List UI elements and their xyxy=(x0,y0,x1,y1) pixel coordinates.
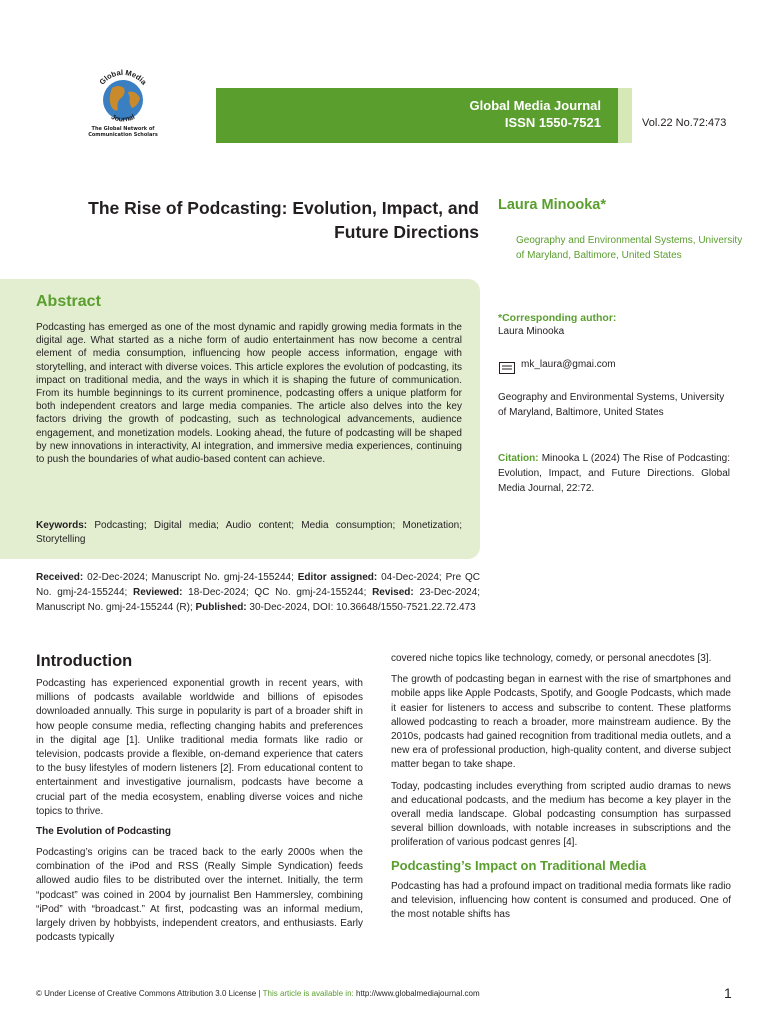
page-number: 1 xyxy=(724,985,732,1001)
paragraph: Podcasting has experienced exponential growth in recent years, with millions of podcasts available worldwide and billions of episodes downloaded annually. This surge in popularity is part of a broader shift in how people consume media, reflecting changing habits and preferences in the digital age [1]. Unlike traditional media formats like radio or television, podcasts provide a flexible, on-demand experience that caters to the busy lifestyles of modern listeners [2]. From educational content to entertainment and investigative journalism, podcasts have become a crucial part of the media ecosystem, enabling diverse voices and niche topics to thrive. xyxy=(36,678,363,817)
mail-icon xyxy=(499,359,515,371)
citation-text: Minooka L (2024) The Rise of Podcasting: Evolution, Impact, and Future Directions. Global Media Journal, 22:72. xyxy=(498,453,731,494)
introduction-heading: Introduction xyxy=(36,652,133,670)
received-value: 02-Dec-2024; Manuscript No. gmj-24-155244; xyxy=(87,572,294,583)
journal-name: Global Media Journal xyxy=(469,98,601,113)
published-label: Published: xyxy=(195,602,247,613)
volume-label: Vol.22 No.72:473 xyxy=(642,117,727,129)
paragraph: Podcasting’s origins can be traced back to the early 2000s when the combination of the iPod and RSS (Really Simple Syndication) feeds allowed audio files to be distributed over the internet. Initially, the term “podcast” was coined in 2004 by journalist Ben Hammersley, combining “iPod” with “broadcast.” At first, podcasting was an informal medium, largely driven by hobbyists, independent creators, and enthusiasts. Early podcasts typically xyxy=(36,847,363,944)
license-text: © Under License of Creative Commons Attribution 3.0 License | xyxy=(36,989,261,998)
abstract-text: Podcasting has emerged as one of the most dynamic and rapidly growing media formats in the digital age. What started as a niche form of audio entertainment has now become a central element of media consumption, influencing how people access information, engage with storytelling, and interact with diverse voices. This article explores the evolution of podcasting, its impact on traditional media, and the ways in which it is shaping the future of communication. From its humble beginnings to its current prominence, podcasting offers a unique platform for both independent creators and large media companies. The article also delves into the key factors driving the growth of podcasting, such as technological advancements, audience engagement, and monetization models. Looking ahead, the future of podcasting will be shaped by new innovations in interactivity, AI integration, and immersive media experiences, continuing to push the boundaries of what audio-based content can achieve. xyxy=(36,322,462,466)
email-link[interactable]: mk_laura@gmai.com xyxy=(521,359,616,370)
svg-text:Journal: Journal xyxy=(109,113,137,124)
editor-label: Editor assigned: xyxy=(297,572,378,583)
reviewed-label: Reviewed: xyxy=(132,587,183,598)
article-dates xyxy=(36,570,480,615)
available-text: This article is available in: xyxy=(262,989,354,998)
citation xyxy=(498,451,730,496)
journal-banner xyxy=(216,88,618,143)
evolution-heading: The Evolution of Podcasting xyxy=(36,826,171,838)
revised-label: Revised: xyxy=(372,587,414,598)
footer xyxy=(36,989,480,998)
abstract-heading: Abstract xyxy=(36,293,101,310)
svg-text:Global Media: Global Media xyxy=(97,67,149,87)
reviewed-value: 18-Dec-2024; QC No. gmj-24-155244; xyxy=(188,587,367,598)
corresponding-affiliation: Geography and Environmental Systems, University of Maryland, Baltimore, United States xyxy=(498,392,725,418)
corresponding-heading: *Corresponding author: xyxy=(498,312,617,324)
keywords-list: Podcasting; Digital media; Audio content; Media consumption; Monetization; Storytelling xyxy=(36,520,463,545)
paragraph: Podcasting has had a profound impact on traditional media formats like radio and television, influencing how content is consumed and produced. One of the most notable shifts has xyxy=(391,880,731,921)
keywords xyxy=(36,519,462,547)
citation-label: Citation: xyxy=(498,453,539,464)
body-left-column xyxy=(36,652,363,952)
logo-caption: The Global Network of Communication Scholars xyxy=(88,126,158,138)
doi: DOI: 10.36648/1550-7521.22.72.473 xyxy=(312,602,476,613)
revised-value: 23-Dec-2024; Manuscript No. gmj-24-155244 (R); xyxy=(36,587,481,613)
paragraph: Today, podcasting includes everything from scripted audio dramas to news and educational podcasts, and the medium has become a key player in the overall media landscape. Global podcasting consumption has surpassed several billion downloads, with notable increases in subscriptions and the proliferation of various podcast genres [4]. xyxy=(391,780,731,849)
corresponding-name: Laura Minooka xyxy=(498,326,565,337)
journal-issn: ISSN 1550-7521 xyxy=(504,115,601,130)
author-name: Laura Minooka* xyxy=(498,197,606,213)
impact-heading: Podcasting’s Impact on Traditional Media xyxy=(391,857,647,873)
body-right-column xyxy=(391,652,731,929)
journal-url[interactable]: http://www.globalmediajournal.com xyxy=(356,989,480,998)
published-value: 30-Dec-2024, xyxy=(249,602,311,613)
editor-value: 04-Dec-2024; Pre QC No. gmj-24-155244; xyxy=(36,572,481,598)
keywords-label: Keywords: xyxy=(36,520,88,531)
received-label: Received: xyxy=(36,572,84,583)
paragraph: covered niche topics like technology, comedy, or personal anecdotes [3]. xyxy=(391,653,712,664)
globe-icon xyxy=(88,66,158,128)
article-title: The Rise of Podcasting: Evolution, Impact, and Future Directions xyxy=(88,198,479,242)
banner-tab xyxy=(618,88,632,143)
author-affiliation: Geography and Environmental Systems, University of Maryland, Baltimore, United States xyxy=(516,235,743,261)
paragraph: The growth of podcasting began in earnest with the rise of smartphones and mobile apps like Apple Podcasts, Spotify, and Google Podcasts, which made it easier for listeners to access and subscribe to content. These platforms allowed podcasting to reach a broader, more mainstream audience. By the 2010s, podcasts had gained recognition from traditional media outlets, and a new era of professional production, high-quality content, and diverse subject matter began to take shape. xyxy=(391,674,731,771)
